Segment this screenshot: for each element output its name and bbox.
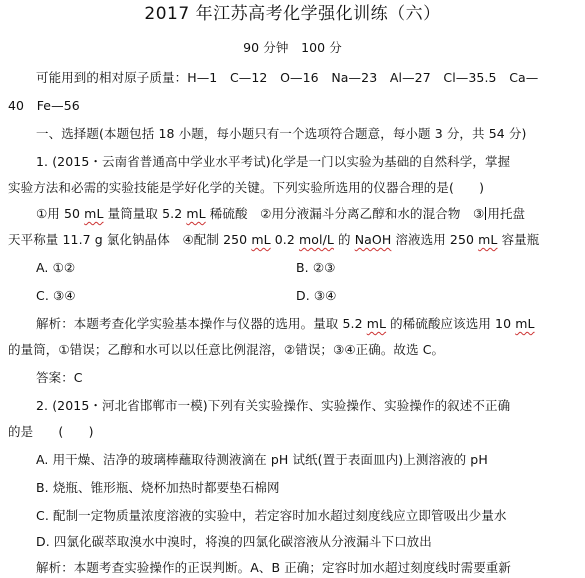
unit-ml: mL [515, 316, 535, 331]
q1-analysis-text: 的稀硫酸应该选用 10 [386, 316, 516, 331]
q1-analysis-line-1 [36, 314, 535, 334]
q2-stem-line-1: 2. (2015・河北省邯郸市一模)下列有关实验操作、实验操作、实验操作的叙述不正确 [36, 398, 511, 413]
q1-option-c: C. ③④ [36, 288, 76, 303]
q1-stem-line-1: 1. (2015・云南省普通高中学业水平考试)化学是一门以实验为基础的自然科学，掌握 [36, 154, 511, 169]
q1-stem-line-2: 实验方法和必需的实验技能是学好化学的关键。下列实验所选用的仪器合理的是( ) [8, 180, 485, 195]
q1-items-line-1 [36, 204, 525, 224]
q1-option-d: D. ③④ [296, 288, 337, 303]
q1-item-text: 天平称量 11.7 g 氯化钠晶体 ④配制 250 [8, 232, 252, 247]
q1-item-text: 稀硫酸 ②用分液漏斗分离乙醇和水的混合物 ③ [205, 206, 485, 221]
unit-ml: mL [251, 232, 271, 247]
q1-item-text: 用托盘 [487, 206, 526, 221]
q1-option-b: B. ②③ [296, 260, 336, 275]
unit-ml: mL [186, 206, 206, 221]
page-title: 2017 年江苏高考化学强化训练（六） [144, 4, 441, 24]
q2-analysis-line-1: 解析：本题考查实验操作的正误判断。A、B 正确；定容时加水超过刻度线时需要重新 [36, 560, 512, 575]
unit-ml: mL [366, 316, 387, 331]
formula-naoh: NaOH [354, 232, 392, 247]
q1-analysis-line-2: 的量筒，①错误；乙醇和水可以以任意比例混溶，②错误；③④正确。故选 C。 [8, 342, 445, 357]
q1-item-text: 的 [333, 232, 355, 247]
unit-ml: mL [84, 206, 104, 221]
q1-item-text: 溶液选用 250 [391, 232, 479, 247]
atomic-mass-line-1: 可能用到的相对原子质量：H—1 C—12 O—16 Na—23 Al—27 Cl—35.5 Ca— [36, 70, 539, 85]
time-score-line: 90 分钟 100 分 [243, 40, 342, 55]
unit-ml: mL [478, 232, 498, 247]
atomic-mass-line-2: 40 Fe—56 [8, 98, 80, 113]
q2-option-a: A. 用干燥、洁净的玻璃棒蘸取待测液滴在 pH 试纸(置于表面皿内)上测溶液的 pH [36, 452, 488, 467]
q1-option-a: A. ①② [36, 260, 76, 275]
q2-option-c: C. 配制一定物质量浓度溶液的实验中，若定容时加水超过刻度线应立即管吸出少量水 [36, 508, 507, 523]
unit-mol-per-l: mol/L [298, 232, 334, 247]
q2-stem-line-2: 的是 ( ) [8, 424, 94, 439]
q1-items-line-2 [8, 230, 539, 250]
q1-item-text: 容量瓶 [497, 232, 540, 247]
q2-option-b: B. 烧瓶、锥形瓶、烧杯加热时都要垫石棉网 [36, 480, 280, 495]
section-heading: 一、选择题(本题包括 18 小题，每小题只有一个选项符合题意，每小题 3 分，共 54 分) [36, 126, 527, 141]
q1-analysis-text: 解析：本题考查化学实验基本操作与仪器的选用。量取 5.2 [36, 316, 367, 331]
q1-item-text: 0.2 [270, 232, 299, 247]
q1-item-text: 量筒量取 5.2 [103, 206, 187, 221]
q2-option-d: D. 四氯化碳萃取溴水中溴时，将溴的四氯化碳溶液从分液漏斗下口放出 [36, 534, 432, 549]
q1-item-text: ①用 50 [36, 206, 85, 221]
q1-answer: 答案：C [36, 370, 83, 385]
